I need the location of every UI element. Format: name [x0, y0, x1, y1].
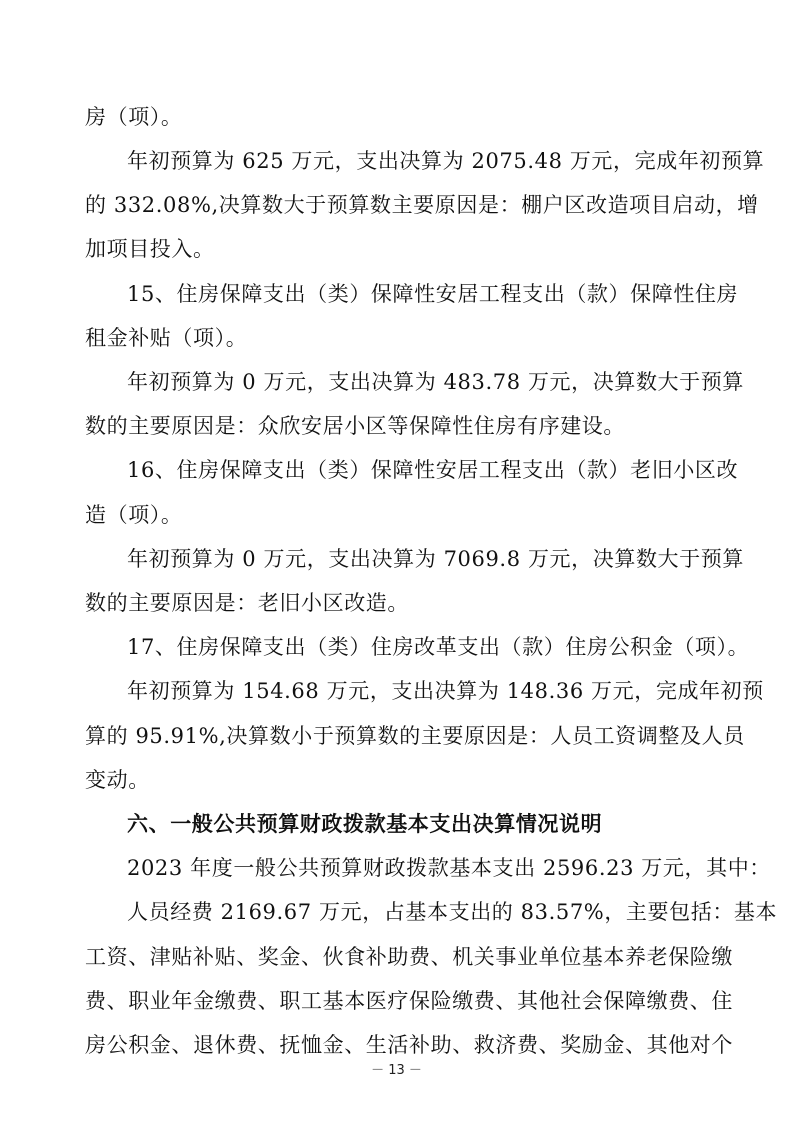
page-number: － 13 －: [371, 1063, 422, 1078]
text-line: 房（项）。: [85, 105, 183, 129]
section-item-16: 16、住房保障支出（类）保障性安居工程支出（款）老旧小区改: [127, 458, 739, 482]
text-line: 年初预算为 0 万元，支出决算为 7069.8 万元，决算数大于预算: [127, 547, 744, 571]
section-item-17: 17、住房保障支出（类）住房改革支出（款）住房公积金（项）。: [127, 635, 750, 659]
text-line: 人员经费 2169.67 万元，占基本支出的 83.57%，主要包括：基本: [127, 900, 778, 924]
section-heading: 六、一般公共预算财政拨款基本支出决算情况说明: [127, 812, 603, 836]
text-line: 2023 年度一般公共预算财政拨款基本支出 2596.23 万元，其中：: [127, 856, 771, 880]
text-line: 算的 95.91%,决算数小于预算数的主要原因是：人员工资调整及人员: [85, 724, 745, 748]
text-line: 数的主要原因是：老旧小区改造。: [85, 591, 409, 615]
text-line: 加项目投入。: [85, 237, 215, 261]
text-line: 数的主要原因是：众欣安居小区等保障性住房有序建设。: [85, 414, 625, 438]
text-line: 的 332.08%,决算数大于预算数主要原因是：棚户区改造项目启动，增: [85, 193, 759, 217]
text-line: 工资、津贴补贴、奖金、伙食补助费、机关事业单位基本养老保险缴: [85, 945, 733, 969]
text-line: 年初预算为 154.68 万元，支出决算为 148.36 万元，完成年初预: [127, 679, 764, 703]
text-line: 房公积金、退休费、抚恤金、生活补助、救济费、奖励金、其他对个: [85, 1033, 733, 1057]
text-line: 变动。: [85, 768, 150, 792]
section-item-15: 15、住房保障支出（类）保障性安居工程支出（款）保障性住房: [127, 282, 739, 306]
text-line: 费、职业年金缴费、职工基本医疗保险缴费、其他社会保障缴费、住: [85, 989, 733, 1013]
text-line: 租金补贴（项）。: [85, 326, 248, 350]
text-line: 年初预算为 625 万元，支出决算为 2075.48 万元，完成年初预算: [127, 149, 765, 173]
text-line: 年初预算为 0 万元，支出决算为 483.78 万元，决算数大于预算: [127, 370, 744, 394]
text-line: 造（项）。: [85, 503, 183, 527]
